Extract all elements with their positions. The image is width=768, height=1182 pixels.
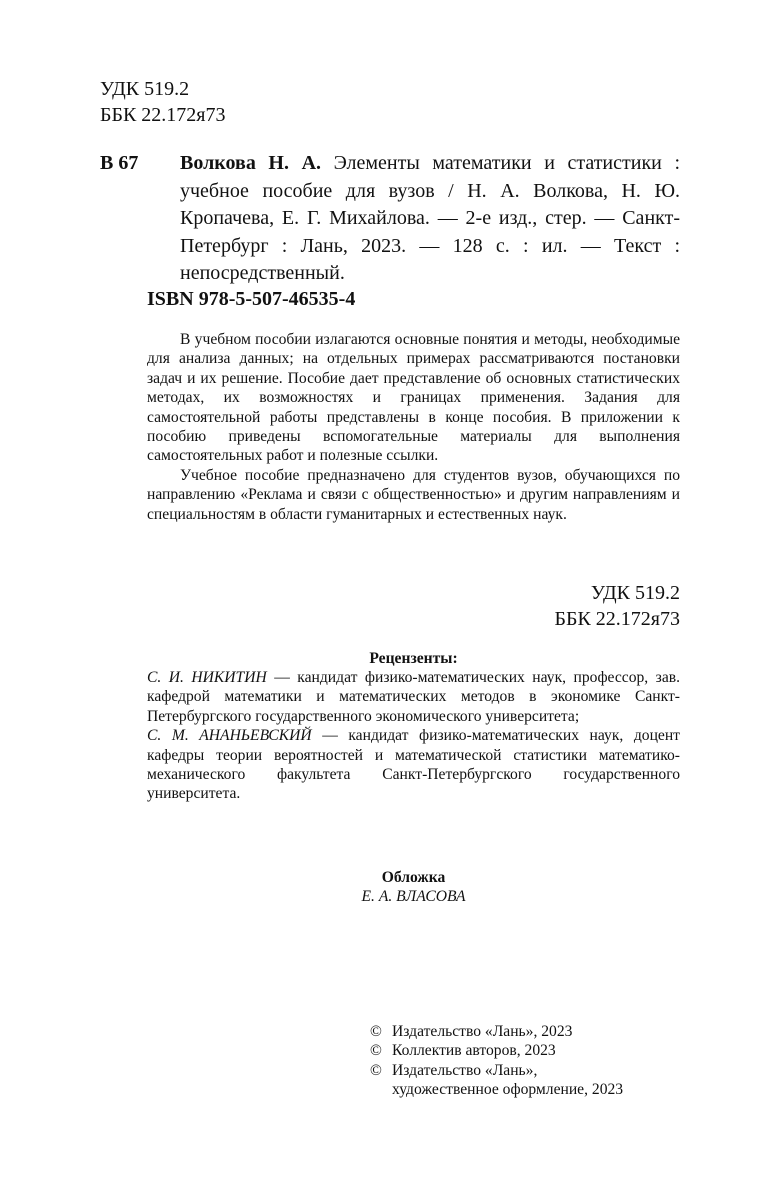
reviewer-entry xyxy=(147,726,680,804)
annotation xyxy=(147,330,680,524)
udk-code: УДК 519.2 xyxy=(100,78,190,100)
author-sign: В 67 xyxy=(100,152,139,174)
copyright-line xyxy=(370,1080,680,1099)
description-text: Элементы математики и статистики : учебное пособие для вузов / Н. А. Волкова, Н. Ю. Кропачева, Е. Г. Михайлова. — 2-е изд., стер. — Санкт-Петербург : Лань, 2023. — 128 с. : ил. — Текст : непосредственный. xyxy=(180,152,681,284)
bibliographic-description xyxy=(180,150,680,288)
cover-credit-title: Обложка xyxy=(381,869,446,886)
classification-codes-bottom xyxy=(554,580,680,632)
annotation-paragraph: В учебном пособии излагаются основные понятия и методы, необходимые для анализа данных; на отдельных примерах рассматриваются постановки задач и их решение. Пособие дает представление об основных статистических методах, их возможностях и границах применения. Задания для самостоятельной работы представлены в конце пособия. В приложении к пособию приведены вспомогательные материалы для выполнения самостоятельных работ и полезные ссылки. xyxy=(147,331,680,465)
reviewers-title: Рецензенты: xyxy=(369,650,458,667)
cover-designer-name: Е. А. ВЛАСОВА xyxy=(361,888,466,905)
reviewer-credentials: — кандидат физико-математических наук, доцент кафедры теории вероятностей и математической статистики математико-механического факультета Санкт-Петербургского государственного университета. xyxy=(147,727,680,803)
classification-codes-top xyxy=(100,76,226,128)
copyright-line xyxy=(370,1061,680,1080)
copyright-icon: © xyxy=(370,1042,382,1060)
bibliographic-entry xyxy=(100,150,680,288)
copyright-icon: © xyxy=(370,1023,382,1040)
copyright-icon: © xyxy=(370,1061,382,1079)
copyright-line xyxy=(370,1022,680,1041)
reviewer-credentials: — кандидат физико-математических наук, профессор, зав. кафедрой математики и математических методов в экономике Санкт-Петербургского государственного экономического университета; xyxy=(147,669,681,725)
annotation-paragraph: Учебное пособие предназначено для студентов вузов, обучающихся по направлению «Реклама и связи с общественностью» и другим направлениям и специальностям в области гуманитарных и естественных наук. xyxy=(147,466,680,523)
bbk-code: ББК 22.172я73 xyxy=(554,608,680,630)
reviewer-name: С. М. АНАНЬЕВСКИЙ xyxy=(147,727,312,745)
copyright-line xyxy=(370,1041,680,1060)
udk-code: УДК 519.2 xyxy=(590,582,680,604)
author-name: Волкова Н. А. xyxy=(180,152,322,174)
reviewers-list xyxy=(147,668,680,804)
copyright-text: Издательство «Лань», xyxy=(392,1061,538,1079)
copyright-block xyxy=(370,1022,680,1100)
reviewer-name: С. И. НИКИТИН xyxy=(147,669,267,686)
reviewer-entry xyxy=(147,668,680,726)
copyright-text: художественное оформление, 2023 xyxy=(392,1081,624,1099)
isbn: ISBN 978-5-507-46535-4 xyxy=(147,288,356,310)
copyright-text: Издательство «Лань», 2023 xyxy=(392,1023,573,1040)
copyright-text: Коллектив авторов, 2023 xyxy=(392,1042,556,1060)
bbk-code: ББК 22.172я73 xyxy=(100,104,226,126)
